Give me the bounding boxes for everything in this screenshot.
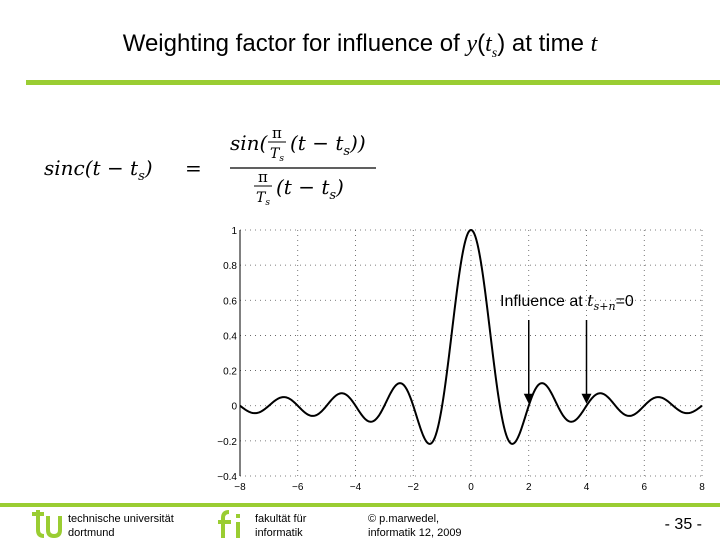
page-number: - 35 - [664,516,702,533]
footer-tu [68,512,174,540]
annotation-sub: s+n [593,300,616,313]
grid-layer [240,230,702,476]
formula-equals: = [185,156,202,180]
x-tick-label: −4 [349,482,362,493]
y-tick-label: 0.8 [223,261,237,273]
slide-title [0,30,720,62]
svg-text:Ts [270,146,284,164]
formula-num-pi: π [272,124,282,142]
x-tick-label: −8 [234,482,246,493]
fi-logo-icon [215,508,247,540]
svg-text:(t − ts) [276,175,344,203]
x-tick-label: 8 [699,482,705,493]
sinc-curve [240,230,702,444]
formula-num-paren: (t − t [290,131,344,155]
svg-text:(t − ts)) [290,131,366,159]
formula-den-sub: s [329,188,337,203]
x-tick-label: 4 [583,482,590,493]
title-mid: at time [505,30,591,57]
formula-num-sub: s [343,144,351,159]
formula-num-close: )) [350,131,366,155]
tu-logo-icon [30,508,66,540]
formula-den-paren: (t − t [276,175,330,199]
annotation-prefix: Influence at [500,293,588,310]
footer-copyright [368,512,462,540]
sinc-chart [210,218,720,493]
formula-num-ts: T [270,146,280,162]
formula-num-sin: sin( [230,131,268,155]
footer-fi [255,512,306,540]
annotation-t: t [587,291,594,310]
x-tick-label: 0 [468,482,474,493]
formula-den-pi: π [258,168,268,186]
y-tick-label: 0.4 [223,331,237,343]
y-tick-label: 1 [231,226,237,237]
title-sub: s [491,45,498,61]
formula-lhs-close: ) [144,156,153,180]
x-tick-label: 6 [641,482,648,493]
formula-num-ts-sub: s [279,154,284,164]
formula-lhs: sinc(t − t [44,156,139,180]
title-text: Weighting factor for influence of [122,30,467,57]
footer-copy-line2: informatik 12, 2009 [368,527,462,539]
arrow-head-0 [524,394,534,404]
formula-den-close: ) [336,175,344,199]
title-t: t [485,31,492,57]
title-paren-open: ( [477,30,486,57]
title-rule [26,80,720,85]
footer-tu-line1: technische universität [68,513,174,525]
x-tick-label: −2 [407,482,419,493]
svg-text:sinc(t − ts) [44,156,153,184]
footer-tu-line2: dortmund [68,527,115,539]
footer-fi-line2: informatik [255,527,303,539]
y-tick-label: 0.6 [223,296,237,308]
title-paren-close: ) [497,30,506,57]
footer-fi-line1: fakultät für [255,513,307,525]
title-y: y [466,31,478,57]
svg-text:Ts [256,190,270,208]
footer-copy-line1: © p.marwedel, [368,513,440,525]
formula-den-ts-sub: s [265,198,270,208]
annotation-suffix: =0 [615,293,634,310]
footer-rule [0,503,720,507]
x-tick-label: −6 [292,482,304,493]
formula-den-ts: T [256,190,266,206]
x-tick-label: 2 [525,482,532,493]
title-t2: t [590,31,598,57]
sinc-formula [40,120,400,220]
y-tick-label: 0 [231,401,237,413]
svg-text:sin( [230,131,269,155]
y-tick-label: 0.2 [223,366,237,378]
y-tick-label: −0.4 [217,472,237,483]
y-tick-label: −0.2 [217,436,237,448]
annotation-label [500,291,634,313]
formula-lhs-sub: s [138,169,145,184]
